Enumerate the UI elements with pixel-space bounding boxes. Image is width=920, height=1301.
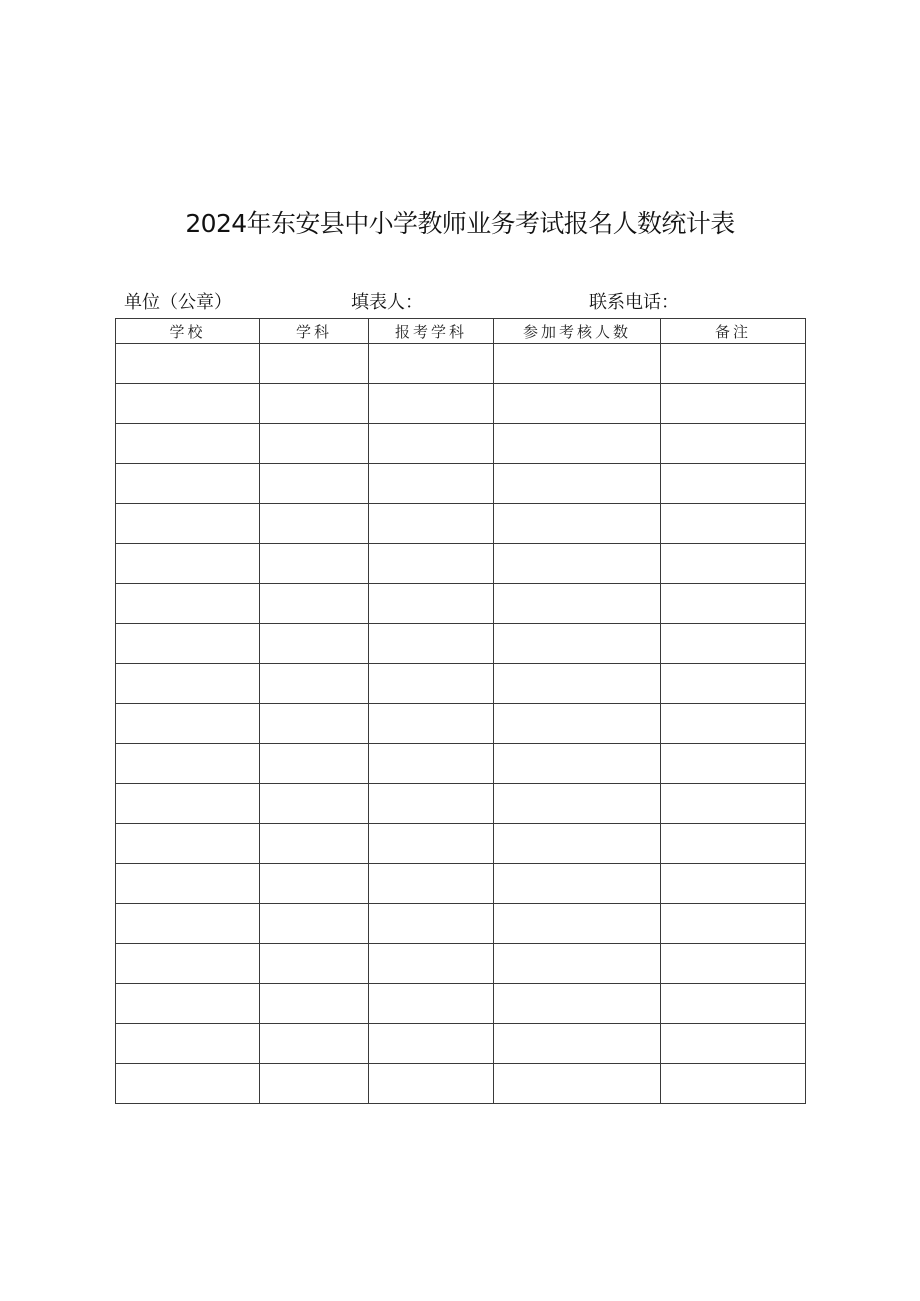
table-cell[interactable] bbox=[661, 664, 806, 704]
table-cell[interactable] bbox=[116, 1024, 260, 1064]
table-cell[interactable] bbox=[369, 424, 494, 464]
table-cell[interactable] bbox=[369, 1024, 494, 1064]
table-cell[interactable] bbox=[494, 704, 661, 744]
table-row bbox=[116, 824, 806, 864]
table-cell[interactable] bbox=[494, 744, 661, 784]
table-cell[interactable] bbox=[260, 1024, 369, 1064]
table-cell[interactable] bbox=[369, 544, 494, 584]
table-row bbox=[116, 984, 806, 1024]
table-cell[interactable] bbox=[260, 1064, 369, 1104]
table-cell[interactable] bbox=[260, 824, 369, 864]
registration-table bbox=[115, 318, 806, 1104]
table-cell[interactable] bbox=[661, 784, 806, 824]
table-cell[interactable] bbox=[661, 864, 806, 904]
table-cell[interactable] bbox=[116, 424, 260, 464]
table-cell[interactable] bbox=[494, 424, 661, 464]
table-cell[interactable] bbox=[494, 624, 661, 664]
table-body bbox=[116, 344, 806, 1104]
table-cell[interactable] bbox=[260, 464, 369, 504]
table-cell[interactable] bbox=[369, 664, 494, 704]
table-cell[interactable] bbox=[260, 784, 369, 824]
table-cell[interactable] bbox=[260, 424, 369, 464]
table-cell[interactable] bbox=[116, 864, 260, 904]
table-cell[interactable] bbox=[494, 784, 661, 824]
table-cell[interactable] bbox=[661, 544, 806, 584]
table-cell[interactable] bbox=[116, 784, 260, 824]
table-cell[interactable] bbox=[260, 624, 369, 664]
table-cell[interactable] bbox=[116, 944, 260, 984]
table-cell[interactable] bbox=[661, 944, 806, 984]
table-cell[interactable] bbox=[661, 344, 806, 384]
table-cell[interactable] bbox=[494, 944, 661, 984]
table-cell[interactable] bbox=[494, 864, 661, 904]
table-cell[interactable] bbox=[494, 544, 661, 584]
table-cell[interactable] bbox=[369, 504, 494, 544]
table-row bbox=[116, 624, 806, 664]
table-cell[interactable] bbox=[494, 1064, 661, 1104]
table-cell[interactable] bbox=[661, 424, 806, 464]
table-cell[interactable] bbox=[494, 344, 661, 384]
table-cell[interactable] bbox=[260, 504, 369, 544]
table-row bbox=[116, 664, 806, 704]
table-row bbox=[116, 1064, 806, 1104]
table-row bbox=[116, 944, 806, 984]
table-cell[interactable] bbox=[661, 384, 806, 424]
table-row bbox=[116, 1024, 806, 1064]
table-cell[interactable] bbox=[116, 464, 260, 504]
table-row bbox=[116, 464, 806, 504]
table-cell[interactable] bbox=[116, 744, 260, 784]
table-cell[interactable] bbox=[369, 904, 494, 944]
column-header-subject: 学科 bbox=[260, 319, 369, 344]
table-cell[interactable] bbox=[494, 904, 661, 944]
table-row bbox=[116, 424, 806, 464]
table-cell[interactable] bbox=[260, 864, 369, 904]
table-cell[interactable] bbox=[369, 744, 494, 784]
table-cell[interactable] bbox=[260, 544, 369, 584]
table-cell[interactable] bbox=[661, 904, 806, 944]
table-header-row bbox=[116, 319, 806, 344]
table-cell[interactable] bbox=[661, 824, 806, 864]
table-cell[interactable] bbox=[260, 744, 369, 784]
table-cell[interactable] bbox=[260, 384, 369, 424]
table-cell[interactable] bbox=[661, 624, 806, 664]
table-row bbox=[116, 864, 806, 904]
unit-stamp-label: 单位（公章） bbox=[124, 292, 232, 313]
table-cell[interactable] bbox=[369, 624, 494, 664]
table-cell[interactable] bbox=[369, 824, 494, 864]
table-cell[interactable] bbox=[661, 984, 806, 1024]
table-cell[interactable] bbox=[116, 544, 260, 584]
table-cell[interactable] bbox=[116, 704, 260, 744]
table-row bbox=[116, 704, 806, 744]
table-row bbox=[116, 384, 806, 424]
column-header-school: 学校 bbox=[116, 319, 260, 344]
table-cell[interactable] bbox=[369, 384, 494, 424]
table-cell[interactable] bbox=[369, 704, 494, 744]
table-cell[interactable] bbox=[116, 904, 260, 944]
contact-phone-label: 联系电话： bbox=[589, 292, 679, 313]
table-cell[interactable] bbox=[494, 664, 661, 704]
table-row bbox=[116, 784, 806, 824]
table-cell[interactable] bbox=[116, 624, 260, 664]
table-cell[interactable] bbox=[494, 384, 661, 424]
table-cell[interactable] bbox=[260, 344, 369, 384]
table-cell[interactable] bbox=[661, 504, 806, 544]
table-row bbox=[116, 904, 806, 944]
table-cell[interactable] bbox=[369, 584, 494, 624]
table-row bbox=[116, 504, 806, 544]
table-cell[interactable] bbox=[260, 704, 369, 744]
table-cell[interactable] bbox=[494, 464, 661, 504]
table-cell[interactable] bbox=[494, 584, 661, 624]
column-header-remarks: 备注 bbox=[661, 319, 806, 344]
table-cell[interactable] bbox=[116, 984, 260, 1024]
table-row bbox=[116, 344, 806, 384]
table-cell[interactable] bbox=[494, 1024, 661, 1064]
page-title: 2024年东安县中小学教师业务考试报名人数统计表 bbox=[185, 209, 735, 238]
table-cell[interactable] bbox=[260, 584, 369, 624]
table-cell[interactable] bbox=[116, 824, 260, 864]
table-cell[interactable] bbox=[661, 1064, 806, 1104]
table-row bbox=[116, 584, 806, 624]
table-cell[interactable] bbox=[116, 1064, 260, 1104]
table-cell[interactable] bbox=[494, 504, 661, 544]
table-cell[interactable] bbox=[369, 344, 494, 384]
table-cell[interactable] bbox=[116, 504, 260, 544]
table-cell[interactable] bbox=[661, 704, 806, 744]
table-cell[interactable] bbox=[260, 904, 369, 944]
column-header-exam-subject: 报考学科 bbox=[369, 319, 494, 344]
table-cell[interactable] bbox=[260, 984, 369, 1024]
table-cell[interactable] bbox=[494, 824, 661, 864]
table-cell[interactable] bbox=[260, 944, 369, 984]
table-row bbox=[116, 544, 806, 584]
table-cell[interactable] bbox=[494, 984, 661, 1024]
table-cell[interactable] bbox=[369, 944, 494, 984]
table-cell[interactable] bbox=[369, 784, 494, 824]
table-cell[interactable] bbox=[661, 584, 806, 624]
table-cell[interactable] bbox=[260, 664, 369, 704]
table-cell[interactable] bbox=[661, 744, 806, 784]
column-header-participant-count: 参加考核人数 bbox=[494, 319, 661, 344]
table-cell[interactable] bbox=[661, 464, 806, 504]
table-cell[interactable] bbox=[369, 864, 494, 904]
table-cell[interactable] bbox=[116, 384, 260, 424]
table-cell[interactable] bbox=[369, 1064, 494, 1104]
table-cell[interactable] bbox=[116, 344, 260, 384]
table-cell[interactable] bbox=[116, 664, 260, 704]
table-cell[interactable] bbox=[369, 984, 494, 1024]
filler-label: 填表人： bbox=[351, 292, 423, 313]
table-cell[interactable] bbox=[369, 464, 494, 504]
table-row bbox=[116, 744, 806, 784]
table-cell[interactable] bbox=[116, 584, 260, 624]
table-cell[interactable] bbox=[661, 1024, 806, 1064]
